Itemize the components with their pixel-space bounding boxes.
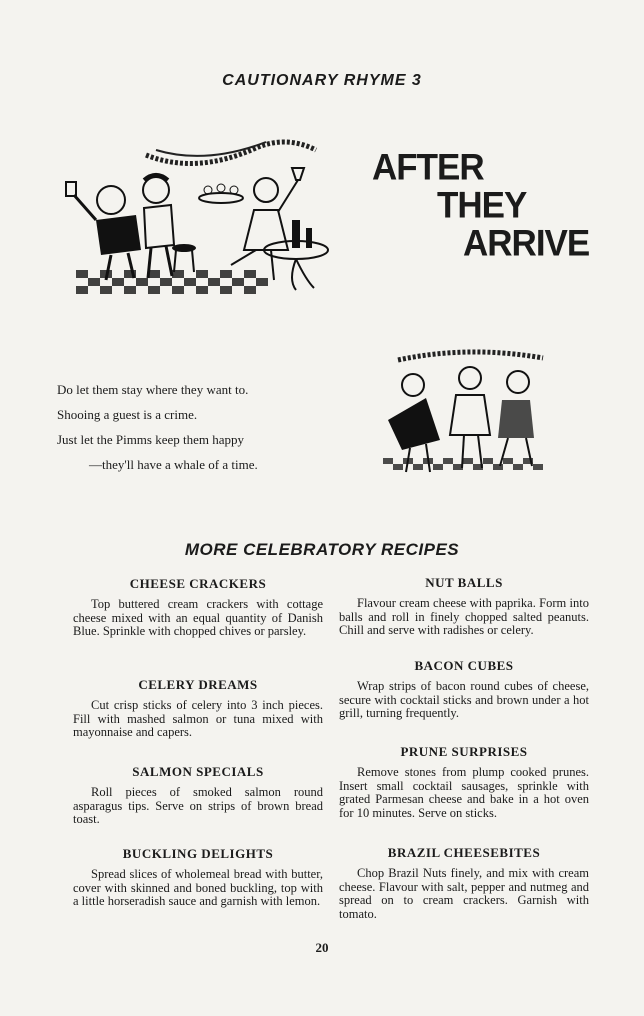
- title-line-3: ARRIVE: [463, 223, 590, 264]
- poem-line: Do let them stay where they want to.: [57, 382, 249, 397]
- page-number: 20: [315, 940, 329, 955]
- recipe-body: Roll pieces of smoked salmon round asparagus tips. Serve on strips of brown bread toast.: [73, 785, 323, 826]
- recipe-title: NUT BALLS: [425, 575, 503, 590]
- rhyme-heading: CAUTIONARY RHYME 3: [222, 72, 422, 89]
- recipe-body: Wrap strips of bacon round cubes of cheese, secure with cocktail sticks and brown under a hot grill, turning frequently.: [339, 679, 589, 720]
- party-guests-illustration: [56, 120, 336, 310]
- recipe-title: PRUNE SURPRISES: [400, 744, 528, 759]
- poem-line: Shooing a guest is a crime.: [57, 407, 198, 422]
- title-line-2: THEY: [437, 185, 527, 226]
- cautionary-poem: [57, 377, 357, 477]
- recipe-buckling-delights: [73, 846, 323, 909]
- recipe-title: BRAZIL CHEESEBITES: [387, 845, 541, 860]
- recipe-body: Remove stones from plump cooked prunes. Insert small cocktail sausages, sprinkle with grated Parmesan cheese and bake in a hot oven for 10 minutes. Serve on sticks.: [339, 765, 589, 820]
- three-guests-illustration: [378, 340, 558, 490]
- recipe-celery-dreams: [73, 677, 323, 740]
- recipe-title: BACON CUBES: [414, 658, 514, 673]
- recipe-title: CHEESE CRACKERS: [129, 576, 267, 591]
- recipe-body: Flavour cream cheese with paprika. Form into balls and roll in finely chopped salted peanuts. Chill and serve with radishes or celery.: [339, 596, 589, 637]
- recipe-prune-surprises: [339, 744, 589, 820]
- recipe-bacon-cubes: [339, 658, 589, 721]
- recipe-body: Top buttered cream crackers with cottage cheese mixed with an equal quantity of Danish Blue. Sprinkle with chopped chives or parsley.: [73, 597, 323, 638]
- recipe-body: Cut crisp sticks of celery into 3 inch pieces. Fill with mashed salmon or tuna mixed with mayonnaise and capers.: [73, 698, 323, 739]
- title-line-1: AFTER: [372, 147, 484, 188]
- recipe-salmon-specials: [73, 764, 323, 827]
- recipe-nut-balls: [339, 575, 589, 638]
- poem-line: —they'll have a whale of a time.: [89, 457, 258, 472]
- recipe-title: CELERY DREAMS: [138, 677, 258, 692]
- recipe-title: SALMON SPECIALS: [132, 764, 264, 779]
- recipe-brazil-cheesebites: [339, 845, 589, 921]
- recipe-cheese-crackers: [73, 576, 323, 639]
- recipes-heading: MORE CELEBRATORY RECIPES: [184, 540, 460, 559]
- poem-line: Just let the Pimms keep them happy: [57, 432, 245, 447]
- recipe-body: Chop Brazil Nuts finely, and mix with cream cheese. Flavour with salt, pepper and nutmeg and spread on to cream crackers. Garnish with tomato.: [339, 866, 589, 921]
- recipe-title: BUCKLING DELIGHTS: [122, 846, 274, 861]
- recipe-body: Spread slices of wholemeal bread with butter, cover with skinned and boned buckling, top with a little horseradish sauce and garnish with lemon.: [73, 867, 323, 908]
